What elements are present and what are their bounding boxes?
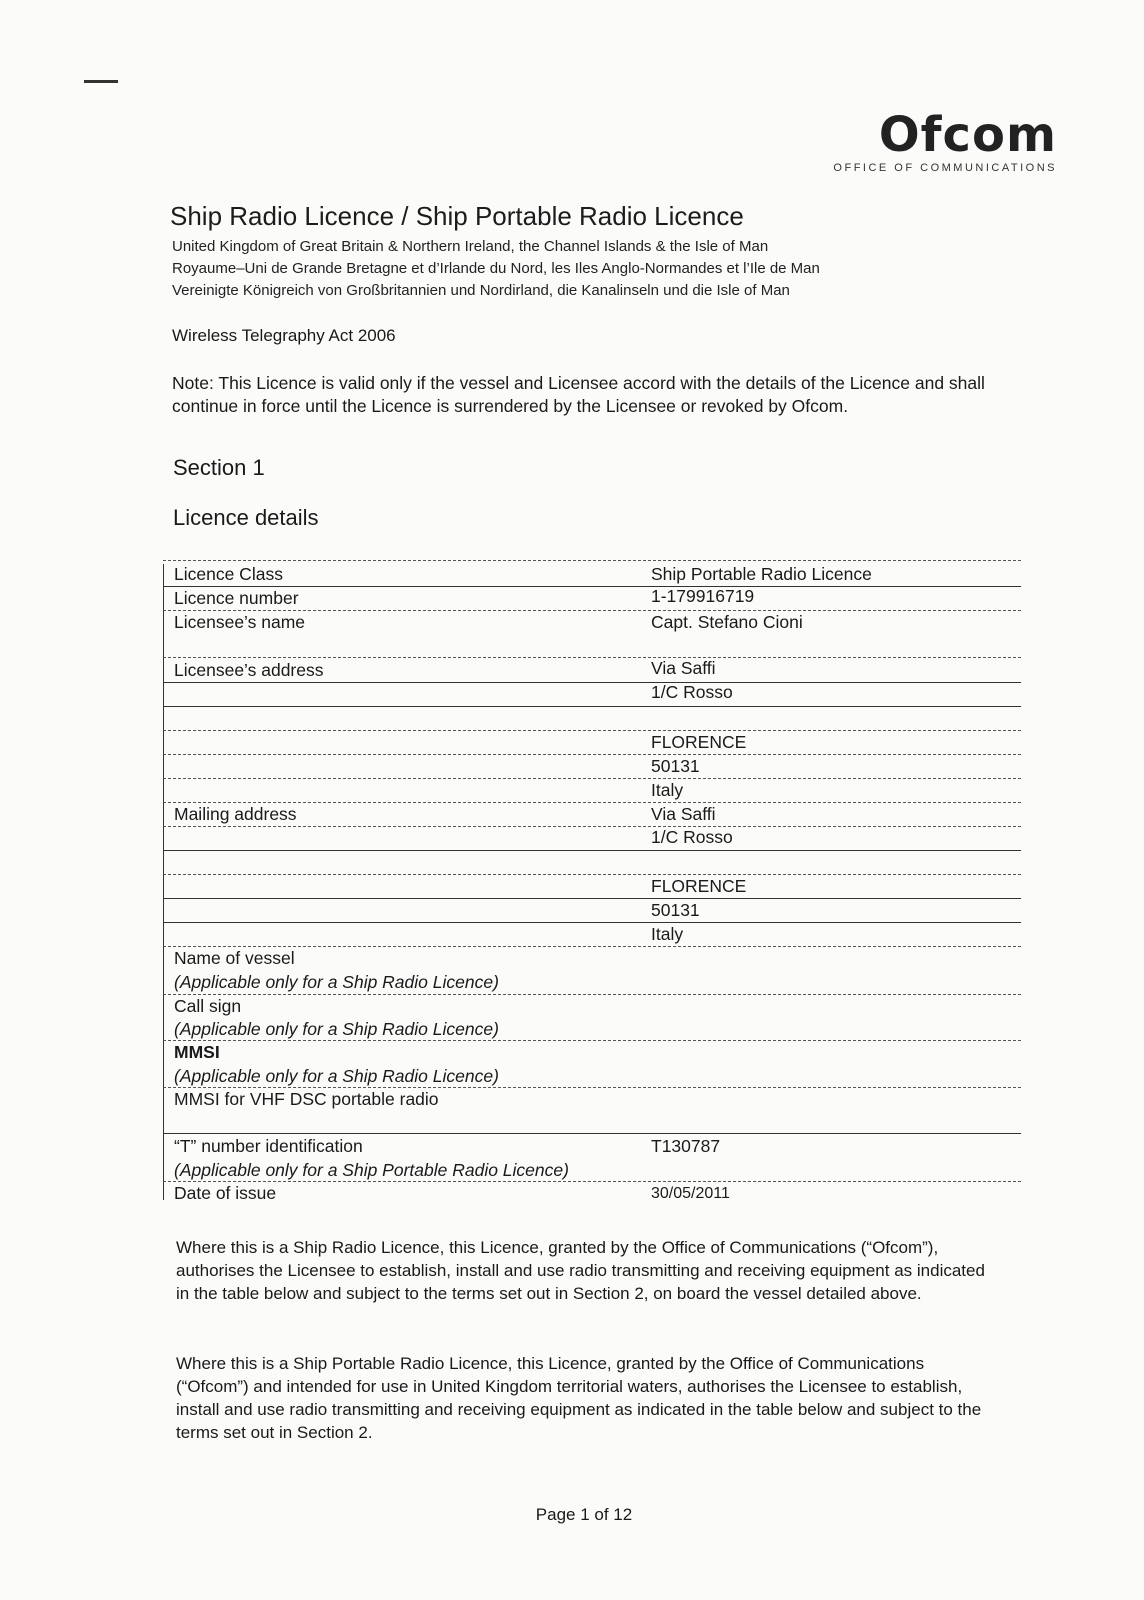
section-label: Section 1 [173, 455, 265, 480]
licensee-address-label: Licensee’s address [174, 660, 324, 680]
act-name: Wireless Telegraphy Act 2006 [172, 326, 396, 345]
date-of-issue-value: 30/05/2011 [651, 1185, 730, 1202]
mmsi-label: MMSI [174, 1042, 220, 1062]
logo-wordmark: Ofcom [878, 107, 1057, 163]
row-divider [163, 778, 1021, 779]
row-divider [163, 706, 1021, 707]
licence-number-value: 1-179916719 [651, 586, 755, 606]
licensee-name-label: Licensee’s name [174, 612, 306, 632]
licence-number-label: Licence number [174, 588, 299, 608]
row-divider [163, 826, 1021, 827]
row-divider [163, 946, 1021, 947]
row-divider [163, 922, 1021, 923]
row-divider [163, 730, 1021, 731]
licensee-name-value: Capt. Stefano Cioni [651, 612, 803, 632]
licence-details-table [163, 564, 1028, 1204]
row-divider [163, 657, 1021, 658]
vessel-name-label: Name of vessel [174, 948, 295, 968]
row-divider [163, 682, 1021, 683]
mailing-address-line: 50131 [651, 900, 700, 920]
table-left-border [163, 564, 164, 1200]
row-divider [163, 994, 1021, 995]
mailing-address-line: Italy [651, 924, 684, 944]
call-sign-note: (Applicable only for a Ship Radio Licence) [174, 1019, 499, 1039]
mailing-address-label: Mailing address [174, 804, 297, 824]
mailing-address-line: Via Saffi [651, 804, 716, 824]
licensee-address-line: FLORENCE [651, 732, 747, 752]
validity-note: Note: This Licence is valid only if the vessel and Licensee accord with the details of the Licence and shall continue in force until the Licence is surrendered by the Licensee or revoked by Ofcom. [172, 373, 985, 416]
mmsi-note: (Applicable only for a Ship Radio Licence) [174, 1066, 499, 1086]
mmsi-vhf-label: MMSI for VHF DSC portable radio [174, 1089, 439, 1109]
row-divider [163, 610, 1021, 611]
mailing-address-line: FLORENCE [651, 876, 747, 896]
row-divider [163, 898, 1021, 899]
ship-radio-paragraph: Where this is a Ship Radio Licence, this Licence, granted by the Office of Communications (“Ofcom”), authorises the Licensee to establish, install and use radio transmitting and receiving equipment as indicated in the table below and subject to the terms set out in Section 2, on board the vessel detailed above. [176, 1238, 985, 1303]
vessel-name-note: (Applicable only for a Ship Radio Licence) [174, 972, 499, 992]
licensee-address-line: 1/C Rosso [651, 682, 733, 702]
subtitle-en: United Kingdom of Great Britain & Northern Ireland, the Channel Islands & the Isle of Man [172, 238, 769, 255]
licensee-address-line: Via Saffi [651, 658, 716, 678]
ofcom-logo [797, 107, 1057, 174]
row-divider [163, 754, 1021, 755]
row-divider [163, 802, 1021, 803]
row-divider [163, 874, 1021, 875]
subtitle-fr: Royaume–Uni de Grande Bretagne et d’Irlande du Nord, les Iles Anglo-Normandes et l’Ile de Man [172, 260, 820, 277]
scan-mark [84, 80, 118, 83]
t-number-label: “T” number identification [174, 1136, 363, 1156]
subtitle-de: Vereinigte Königreich von Großbritannien und Nordirland, die Kanalinseln und die Isle of Man [172, 282, 790, 299]
row-divider [163, 586, 1021, 587]
row-divider [163, 1133, 1021, 1134]
row-divider [163, 850, 1021, 851]
licence-class-label: Licence Class [174, 564, 283, 584]
document-title: Ship Radio Licence / Ship Portable Radio Licence [170, 201, 744, 231]
licensee-address-line: 50131 [651, 756, 700, 776]
section-heading: Licence details [173, 505, 319, 530]
row-divider [163, 560, 1021, 561]
logo-subtitle: OFFICE OF COMMUNICATIONS [833, 162, 1057, 174]
portable-radio-paragraph: Where this is a Ship Portable Radio Licence, this Licence, granted by the Office of Communications (“Ofcom”) and intended for use in United Kingdom territorial waters, authorises the Licensee to establish, install and use radio transmitting and receiving equipment as indicated in the table below and subject to the terms set out in Section 2. [176, 1354, 982, 1442]
mailing-address-line: 1/C Rosso [651, 827, 733, 847]
page-number: Page 1 of 12 [535, 1505, 633, 1524]
row-divider [163, 1087, 1021, 1088]
call-sign-label: Call sign [174, 996, 242, 1016]
licence-class-value: Ship Portable Radio Licence [651, 564, 872, 584]
t-number-note: (Applicable only for a Ship Portable Radio Licence) [174, 1160, 569, 1180]
licensee-address-line: Italy [651, 780, 684, 800]
row-divider [163, 1040, 1021, 1041]
t-number-value: T130787 [651, 1136, 721, 1156]
row-divider [163, 1181, 1021, 1182]
date-of-issue-label: Date of issue [174, 1183, 277, 1203]
